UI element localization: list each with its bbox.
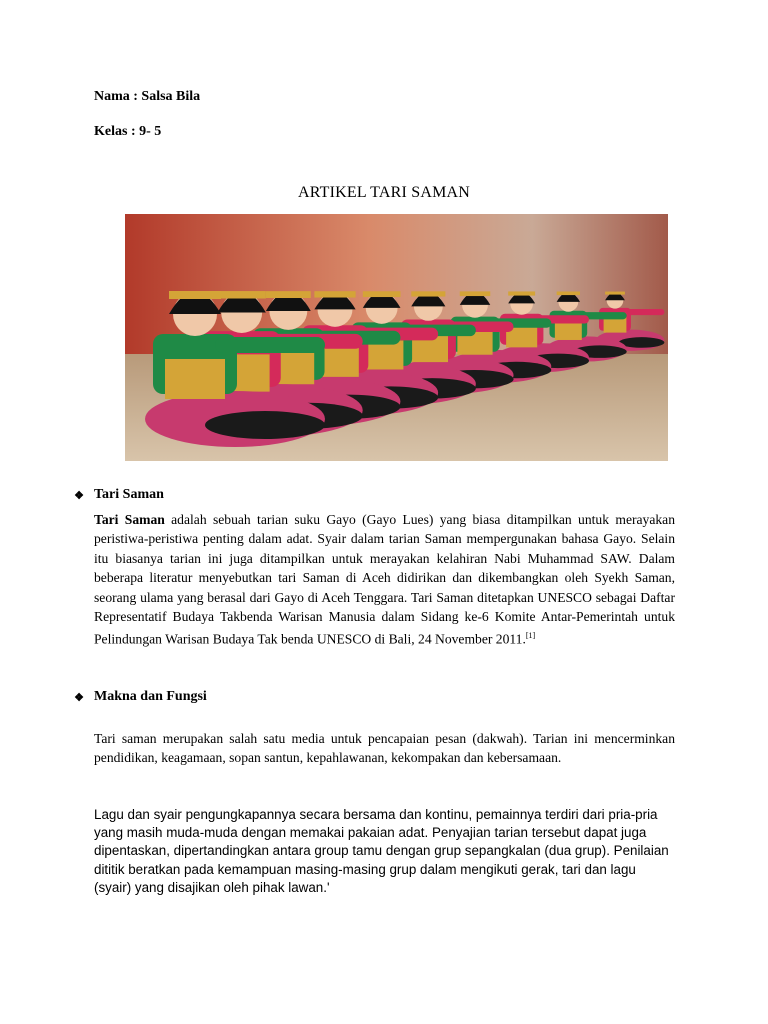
student-name: Nama : Salsa Bila [94, 89, 201, 104]
saman-dancers-photo [125, 214, 668, 461]
article-title: ARTIKEL TARI SAMAN [297, 184, 471, 201]
diamond-bullet-icon: ❖ [74, 489, 84, 502]
section-heading-tari-saman: ❖ Tari Saman [72, 487, 164, 503]
section-heading-makna-dan-fungsi: ❖ Makna dan Fungsi [72, 689, 207, 705]
footnote-ref[interactable]: [1] [525, 631, 536, 641]
student-class: Kelas : 9- 5 [94, 124, 162, 139]
makna-paragraph-1: Tari saman merupakan salah satu media untuk pencapaian pesan (dakwah). Tarian ini mencerminkan pendidikan, keagamaan, sopan santun, kepahlawanan, kekompakan dan kebersamaan. [94, 731, 675, 766]
tari-saman-body: adalah sebuah tarian suku Gayo (Gayo Lues) yang biasa ditampilkan untuk merayakan peristiwa-peristiwa penting dalam adat. Syair dalam tarian Saman mempergunakan bahasa Gayo. Selain itu biasanya tarian ini juga ditampilkan untuk merayakan kelahiran Nabi Muhammad SAW. Dalam beberapa literatur menyebutkan tari Saman di Aceh didirikan dan dikembangkan oleh Syekh Saman, seorang ulama yang berasal dari Gayo di Aceh Tenggara. Tari Saman ditetapkan UNESCO sebagai Daftar Representatif Budaya Takbenda Warisan Manusia dalam Sidang ke-6 Komite Antar-Pemerintah untuk Pelindungan Warisan Budaya Tak benda UNESCO di Bali, 24 November 2011. [94, 512, 675, 647]
tari-saman-lead: Tari Saman [94, 512, 165, 527]
diamond-bullet-icon: ❖ [74, 691, 84, 704]
makna-paragraph-2: Lagu dan syair pengungkapannya secara bersama dan kontinu, pemainnya terdiri dari pria-pria yang masih muda-muda dengan memakai pakaian adat. Penyajian tarian tersebut dapat juga dipentaskan, dipertandingkan antara group tamu dengan grup sepangkalan (dua grup). Penilaian dititik beratkan pada kemampuan masing-masing grup dalam mengikuti gerak, tari dan lagu (syair) yang disajikan oleh pihak lawan.' [94, 807, 669, 895]
tari-saman-paragraph [94, 510, 675, 649]
